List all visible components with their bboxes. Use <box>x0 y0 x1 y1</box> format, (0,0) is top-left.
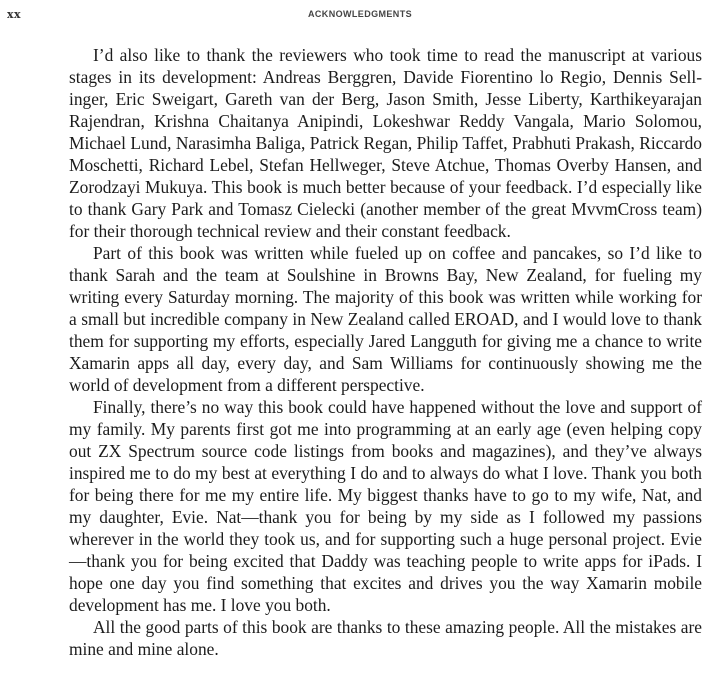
section-title: ACKNOWLEDGMENTS <box>308 9 412 19</box>
running-header <box>0 8 720 22</box>
acknowledgments-body <box>69 44 702 660</box>
paragraph-reviewers: I’d also like to thank the reviewers who took time to read the manuscript at various stages in its development: Andreas Berggren, Davide Fiorentino lo Regio, Dennis Sellinger, Eric Sweigart, Gareth van der Berg, Jason Smith, Jesse Liberty, Karthikeyarajan Rajendran, Krishna Chaitanya Anipindi, Lokeshwar Reddy Vangala, Mario Solomou, Michael Lund, Narasimha Baliga, Patrick Regan, Philip Taffet, Prabhuti Prakash, Riccardo Moschetti, Richard Lebel, Stefan Hellweger, Steve Atchue, Thomas Overby Hansen, and Zorodzayi Mukuya. This book is much better because of your feedback. I’d especially like to thank Gary Park and Tomasz Cielecki (another member of the great MvvmCross team) for their thorough technical review and their constant feedback. <box>69 45 702 241</box>
paragraph-closing: All the good parts of this book are thanks to these amazing people. All the mistakes are mine and mine alone. <box>69 617 702 659</box>
paragraph-coffee-and-work: Part of this book was written while fueled up on coffee and pancakes, so I’d like to thank Sarah and the team at Soulshine in Browns Bay, New Zealand, for fueling my writing every Saturday morning. The majority of this book was written while working for a small but incredible company in New Zealand called EROAD, and I would love to thank them for supporting my efforts, especially Jared Langguth for giving me a chance to write Xamarin apps all day, every day, and Sam Williams for continuously showing me the world of development from a different perspective. <box>69 243 702 395</box>
page-number: xx <box>7 8 22 21</box>
paragraph-family: Finally, there’s no way this book could have happened without the love and support of my family. My parents first got me into programming at an early age (even helping copy out ZX Spectrum source code listings from books and magazines), and they’ve always inspired me to do my best at everything I do and to always do what I love. Thank you both for being there for me my entire life. My biggest thanks have to go to my wife, Nat, and my daughter, Evie. Nat—thank you for being by my side as I followed my passions wherever in the world they took us, and for supporting such a huge personal project. Evie—thank you for being excited that Daddy was teaching people to write apps for iPads. I hope one day you find something that excites and drives you the way Xamarin mobile development has me. I love you both. <box>69 397 702 615</box>
